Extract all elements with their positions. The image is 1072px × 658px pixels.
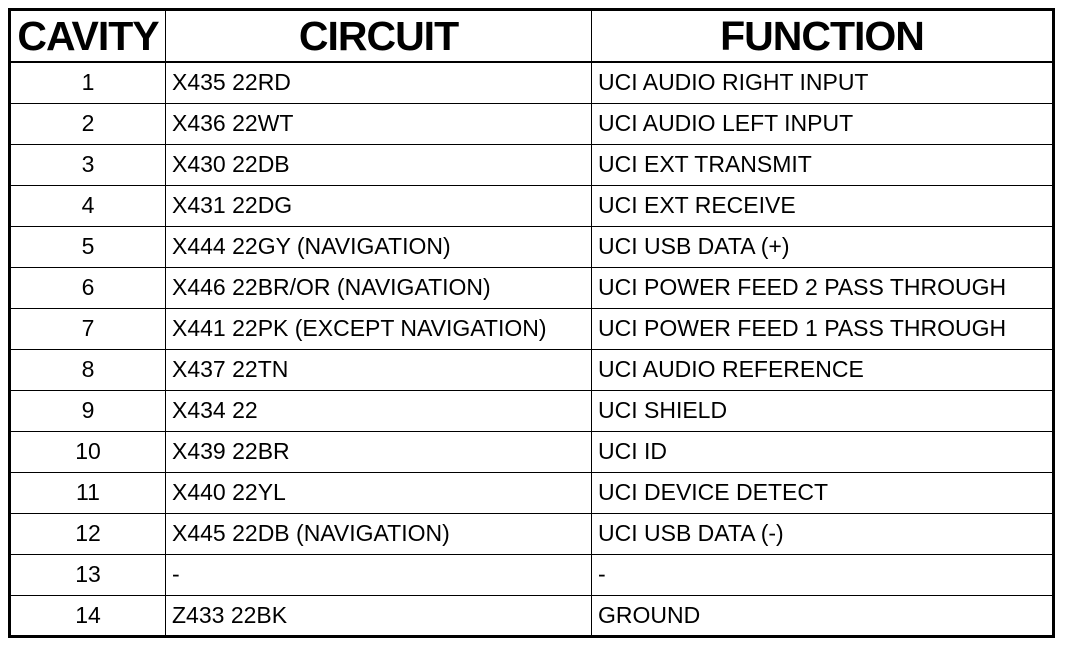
function-cell: UCI SHIELD (592, 390, 1054, 431)
circuit-cell: X439 22BR (166, 431, 592, 472)
cavity-cell: 11 (10, 472, 166, 513)
circuit-cell: X440 22YL (166, 472, 592, 513)
function-cell: UCI DEVICE DETECT (592, 472, 1054, 513)
table-row (10, 431, 1054, 472)
function-cell: UCI USB DATA (-) (592, 513, 1054, 554)
connector-pinout-table (8, 8, 1055, 638)
circuit-cell: - (166, 554, 592, 595)
function-cell: UCI EXT RECEIVE (592, 185, 1054, 226)
cavity-cell: 10 (10, 431, 166, 472)
circuit-cell: X434 22 (166, 390, 592, 431)
circuit-cell: X441 22PK (EXCEPT NAVIGATION) (166, 308, 592, 349)
table-row (10, 595, 1054, 636)
header-cavity: CAVITY (10, 10, 166, 63)
cavity-cell: 14 (10, 595, 166, 636)
table-row (10, 185, 1054, 226)
table-row (10, 513, 1054, 554)
circuit-cell: X435 22RD (166, 62, 592, 103)
function-cell: UCI AUDIO RIGHT INPUT (592, 62, 1054, 103)
function-cell: UCI USB DATA (+) (592, 226, 1054, 267)
table-row (10, 349, 1054, 390)
table-row (10, 144, 1054, 185)
circuit-cell: X445 22DB (NAVIGATION) (166, 513, 592, 554)
table-row (10, 62, 1054, 103)
table-row (10, 308, 1054, 349)
circuit-cell: X437 22TN (166, 349, 592, 390)
cavity-cell: 7 (10, 308, 166, 349)
circuit-cell: X444 22GY (NAVIGATION) (166, 226, 592, 267)
cavity-cell: 3 (10, 144, 166, 185)
function-cell: UCI ID (592, 431, 1054, 472)
cavity-cell: 1 (10, 62, 166, 103)
function-cell: UCI POWER FEED 1 PASS THROUGH (592, 308, 1054, 349)
function-cell: UCI POWER FEED 2 PASS THROUGH (592, 267, 1054, 308)
cavity-cell: 5 (10, 226, 166, 267)
cavity-cell: 12 (10, 513, 166, 554)
cavity-cell: 13 (10, 554, 166, 595)
table-row (10, 472, 1054, 513)
circuit-cell: X446 22BR/OR (NAVIGATION) (166, 267, 592, 308)
function-cell: GROUND (592, 595, 1054, 636)
table-row (10, 103, 1054, 144)
function-cell: UCI AUDIO LEFT INPUT (592, 103, 1054, 144)
table-row (10, 554, 1054, 595)
function-cell: - (592, 554, 1054, 595)
circuit-cell: X436 22WT (166, 103, 592, 144)
circuit-cell: X430 22DB (166, 144, 592, 185)
table-header-row (10, 10, 1054, 63)
table-body (10, 62, 1054, 636)
cavity-cell: 8 (10, 349, 166, 390)
table-row (10, 267, 1054, 308)
cavity-cell: 6 (10, 267, 166, 308)
cavity-cell: 2 (10, 103, 166, 144)
pinout-table-container (8, 8, 1055, 638)
circuit-cell: X431 22DG (166, 185, 592, 226)
header-function: FUNCTION (592, 10, 1054, 63)
function-cell: UCI EXT TRANSMIT (592, 144, 1054, 185)
circuit-cell: Z433 22BK (166, 595, 592, 636)
function-cell: UCI AUDIO REFERENCE (592, 349, 1054, 390)
table-row (10, 390, 1054, 431)
header-circuit: CIRCUIT (166, 10, 592, 63)
cavity-cell: 4 (10, 185, 166, 226)
table-row (10, 226, 1054, 267)
cavity-cell: 9 (10, 390, 166, 431)
